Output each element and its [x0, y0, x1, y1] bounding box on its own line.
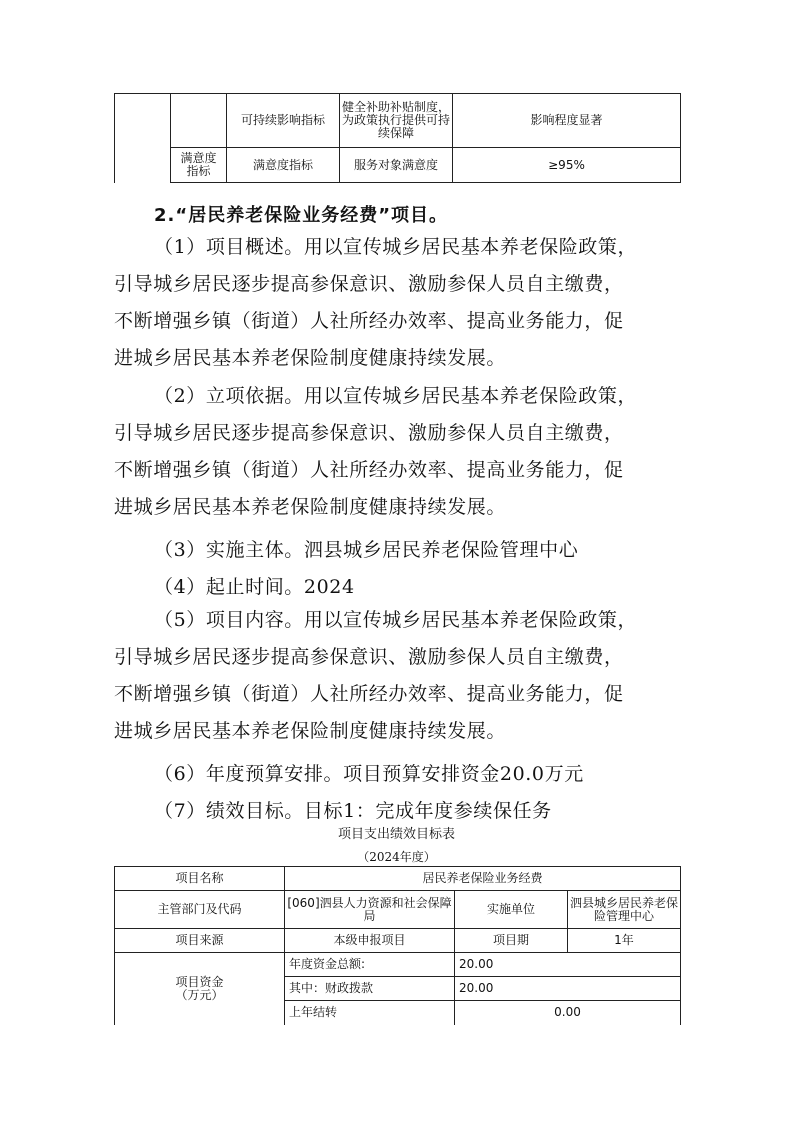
category-cell: 满意度指标: [171, 148, 227, 183]
dept-label: 主管部门及代码: [115, 891, 285, 929]
text-line: 进城乡居民基本养老保险制度健康持续发展。: [114, 347, 507, 369]
source-label: 项目来源: [115, 929, 285, 953]
fiscal-value: 20.00: [455, 977, 681, 1001]
source-value: 本级申报项目: [285, 929, 455, 953]
paragraph-goal: （7）绩效目标。目标1：完成年度参续保任务: [154, 800, 552, 822]
text-line: （2）立项依据。用以宣传城乡居民基本养老保险政策，: [154, 385, 638, 407]
fiscal-label: 其中：财政拨款: [285, 977, 455, 1001]
indicator-type-cell: 可持续影响指标: [227, 94, 340, 148]
text-line: 引导城乡居民逐步提高参保意识、激励参保人员自主缴费，: [114, 646, 624, 668]
paragraph-overview: [114, 229, 680, 377]
indicator-cell: 健全补助补贴制度，为政策执行提供可持续保障: [340, 94, 453, 148]
table-year: （2024年度）: [357, 850, 436, 864]
section-heading: 2.“居民养老保险业务经费”项目。: [154, 205, 449, 226]
text-line: （5）项目内容。用以宣传城乡居民基本养老保险政策，: [154, 609, 638, 631]
indicator-cell: 服务对象满意度: [340, 148, 453, 183]
table-cell-empty: [115, 94, 171, 183]
paragraph-period: （4）起止时间。2024: [154, 576, 355, 598]
carryover-value: 0.00: [455, 1001, 681, 1025]
text-line: 引导城乡居民逐步提高参保意识、激励参保人员自主缴费，: [114, 273, 624, 295]
period-value: 1年: [568, 929, 681, 953]
period-label: 项目期: [455, 929, 568, 953]
paragraph-budget: （6）年度预算安排。项目预算安排资金20.0万元: [154, 763, 584, 785]
text-line: 进城乡居民基本养老保险制度健康持续发展。: [114, 720, 507, 742]
performance-target-table: [114, 866, 681, 1025]
paragraph-subject: （3）实施主体。泗县城乡居民养老保险管理中心: [154, 539, 579, 561]
dept-value: [060]泗县人力资源和社会保障局: [285, 891, 455, 929]
project-name-value: 居民养老保险业务经费: [285, 867, 681, 891]
paragraph-content: [114, 602, 680, 750]
annual-total-label: 年度资金总额:: [285, 953, 455, 977]
funds-label: 项目资金: [175, 974, 224, 989]
target-cell: ≥95%: [453, 148, 681, 183]
carryover-label: 上年结转: [285, 1001, 455, 1025]
project-name-label: 项目名称: [115, 867, 285, 891]
unit-label: 实施单位: [455, 891, 568, 929]
text-line: （1）项目概述。用以宣传城乡居民基本养老保险政策，: [154, 236, 638, 258]
text-line: 不断增强乡镇（街道）人社所经办效率、提高业务能力，促: [114, 459, 624, 481]
unit-value: 泗县城乡居民养老保险管理中心: [568, 891, 681, 929]
funds-unit: （万元）: [175, 987, 224, 1002]
text-line: 不断增强乡镇（街道）人社所经办效率、提高业务能力，促: [114, 683, 624, 705]
funds-label-cell: [115, 953, 285, 1025]
annual-total-value: 20.00: [455, 953, 681, 977]
table-title: 项目支出绩效目标表: [337, 827, 455, 842]
target-cell: 影响程度显著: [453, 94, 681, 148]
text-line: 进城乡居民基本养老保险制度健康持续发展。: [114, 496, 507, 518]
text-line: 不断增强乡镇（街道）人社所经办效率、提高业务能力，促: [114, 310, 624, 332]
indicator-type-cell: 满意度指标: [227, 148, 340, 183]
paragraph-basis: [114, 378, 680, 526]
indicator-table-continued: [114, 93, 681, 183]
text-line: 引导城乡居民逐步提高参保意识、激励参保人员自主缴费，: [114, 422, 624, 444]
table-cell-empty: [171, 94, 227, 148]
